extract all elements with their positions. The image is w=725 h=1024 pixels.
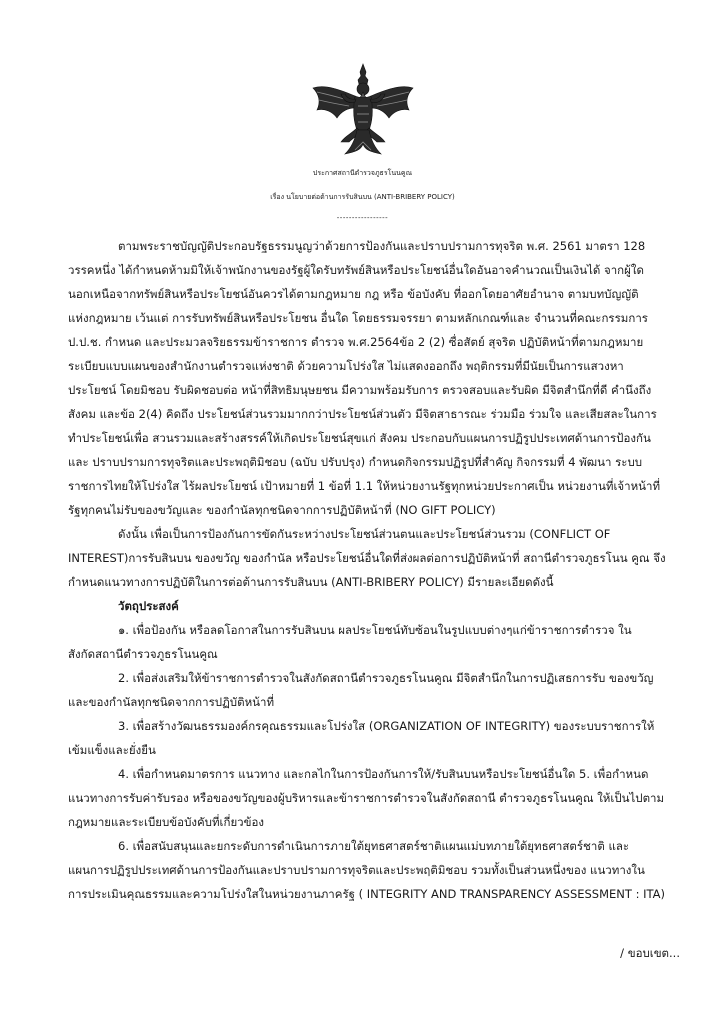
- body-line: กำหนดแนวทางการปฏิบัติในการต่อต้านการรับสินบน (ANTI-BRIBERY POLICY) มีรายละเอียดดังนี้: [68, 575, 554, 589]
- body-line: นอกเหนือจากทรัพย์สินหรือประโยชน์อันควรได้ตามกฎหมาย กฎ หรือ ข้อบังคับ ที่ออกโดยอาศัยอำนาจ ตามบทบัญญัติ: [68, 287, 639, 301]
- body-line: INTEREST)การรับสินบน ของขวัญ ของกำนัล หรือประโยชน์อื่นใดที่ส่งผลต่อการปฏิบัติหน้าที่ สถานีตำรวจภูธรโนน คูณ จึง: [68, 551, 666, 565]
- announcement-title: ประกาศสถานีตำรวจภูธรโนนคูณ: [312, 169, 413, 177]
- body-line: แผนการปฏิรูปประเทศด้านการป้องกันและปราบปรามการทุจริตและประพฤติมิชอบ รวมทั้งเป็นส่วนหนึ่งของ แนวทางใน: [68, 863, 645, 877]
- body-line: สังคม และข้อ 2(4) คิดถึง ประโยชน์ส่วนรวมมากกว่าประโยชน์ส่วนตัว มีจิตสาธารณะ ร่วมมือ ร่วมใจ และเสียสละในการ: [68, 407, 657, 421]
- body-line: ดังนั้น เพื่อเป็นการป้องกันการขัดกันระหว่างประโยชน์ส่วนตนและประโยชน์ส่วนรวม (CONFLICT OF: [118, 527, 611, 541]
- body-line: 6. เพื่อสนับสนุนและยกระดับการดำเนินการภายใต้ยุทธศาสตร์ชาติแผนแม่บทภายใต้ยุทธศาสตร์ชาติ และ: [118, 839, 630, 853]
- body-line: ๑. เพื่อป้องกัน หรือลดโอกาสในการรับสินบน ผลประโยชน์ทับซ้อนในรูปแบบต่างๆแก่ข้าราชการตำรวจ ใน: [118, 623, 632, 637]
- body-line: 4. เพื่อกำหนดมาตรการ แนวทาง และกลไกในการป้องกันการให้/รับสินบนหรือประโยชน์อื่นใด 5. เพื่อกำหนด: [118, 767, 649, 781]
- body-line: ทำประโยชน์เพื่อ สวนรวมและสร้างสรรค์ให้เกิดประโยชน์สุขแก่ สังคม ประกอบกับแผนการปฏิรูปประเทศด้านการป้องกัน: [68, 431, 651, 445]
- body-line: รัฐทุกคนไม่รับของขวัญและ ของกำนัลทุกชนิดจากการปฏิบัติหน้าที่ (NO GIFT POLICY): [68, 503, 496, 517]
- garuda-emblem-icon: [311, 62, 415, 158]
- objectives-heading: วัตถุประสงค์: [118, 599, 179, 613]
- body-line: ประโยชน์ โดยมิชอบ รับผิดชอบต่อ หน้าที่สิทธิมนุษยชน มีความพร้อมรับการ ตรวจสอบและรับผิด มีจิตสำนึกที่ดี คำนึงถึง: [68, 383, 652, 397]
- body-line: ป.ป.ช. กำหนด และประมวลจริยธรรมข้าราชการ ตำรวจ พ.ศ.2564ข้อ 2 (2) ซื่อสัตย์ สุจริต ปฏิบัติหน้าที่ตามกฎหมาย: [68, 335, 644, 349]
- body-line: เข้มแข็งและยั่งยืน: [68, 743, 156, 757]
- body-line: 2. เพื่อส่งเสริมให้ข้าราชการตำรวจในสังกัดสถานีตำรวจภูธรโนนคูณ มีจิตสำนึกในการปฏิเสธการรับ ของขวัญ: [118, 671, 654, 685]
- body-line: ระเบียบแบบแผนของสำนักงานตำรวจแห่งชาติ ด้วยความโปร่งใส ไม่แสดงออกถึง พฤติกรรมที่มีนัยเป็นการแสวงหา: [68, 359, 624, 373]
- separator-line: -----------------: [336, 214, 389, 222]
- body-line: ตามพระราชบัญญัติประกอบรัฐธรรมนูญว่าด้วยการป้องกันและปราบปรามการทุจริต พ.ศ. 2561 มาตรา 128: [118, 239, 646, 253]
- body-line: ราชการไทยให้โปร่งใส ไร้ผลประโยชน์ เป้าหมายที่ 1 ข้อที่ 1.1 ให้หน่วยงานรัฐทุกหน่วยประกาศเป็น หน่วยงานที่เจ้าหน้าที่: [68, 479, 661, 493]
- body-line: กฎหมายและระเบียบข้อบังคับที่เกี่ยวข้อง: [68, 815, 265, 829]
- body-line: การประเมินคุณธรรมและความโปร่งใสในหน่วยงานภาครัฐ ( INTEGRITY AND TRANSPARENCY ASSESSMENT : ITA): [68, 887, 665, 901]
- body-line: และ ปราบปรามการทุจริตและประพฤติมิชอบ (ฉบับ ปรับปรุง) กำหนดกิจกรรมปฏิรูปที่สำคัญ กิจกรรมที่ 4 พัฒนา ระบบ: [68, 455, 643, 469]
- body-line: สังกัดสถานีตำรวจภูธรโนนคูณ: [68, 647, 218, 661]
- body-line: 3. เพื่อสร้างวัฒนธรรมองค์กรคุณธรรมและโปร่งใส (ORGANIZATION OF INTEGRITY) ของระบบราชการให้: [118, 719, 655, 733]
- body-line: และของกำนัลทุกชนิดจากการปฏิบัติหน้าที่: [68, 695, 275, 709]
- body-line: แนวทางการรับค่ารับรอง หรือของขวัญของผู้บริหารและข้าราชการตำรวจในสังกัดสถานี ตำรวจภูธรโนนคูณ ให้เป็นไปตาม: [68, 791, 665, 805]
- body-line: วรรคหนึ่ง ได้กำหนดห้ามมิให้เจ้าพนักงานของรัฐผู้ใดรับทรัพย์สินหรือประโยชน์อื่นใดอันอาจคำนวณเป็นเงินได้ จากผู้ใด: [68, 263, 644, 277]
- next-page-marker: / ขอบเขต...: [620, 946, 680, 960]
- body-line: แห่งกฎหมาย เว้นแต่ การรับทรัพย์สินหรือประโยชน อื่นใด โดยธรรมจรรยา ตามหลักเกณฑ์และ จำนวนที่คณะกรรมการ: [68, 311, 648, 325]
- announcement-subject: เรื่อง นโยบายต่อต้านการรับสินบน (ANTI-BRIBERY POLICY): [270, 193, 455, 201]
